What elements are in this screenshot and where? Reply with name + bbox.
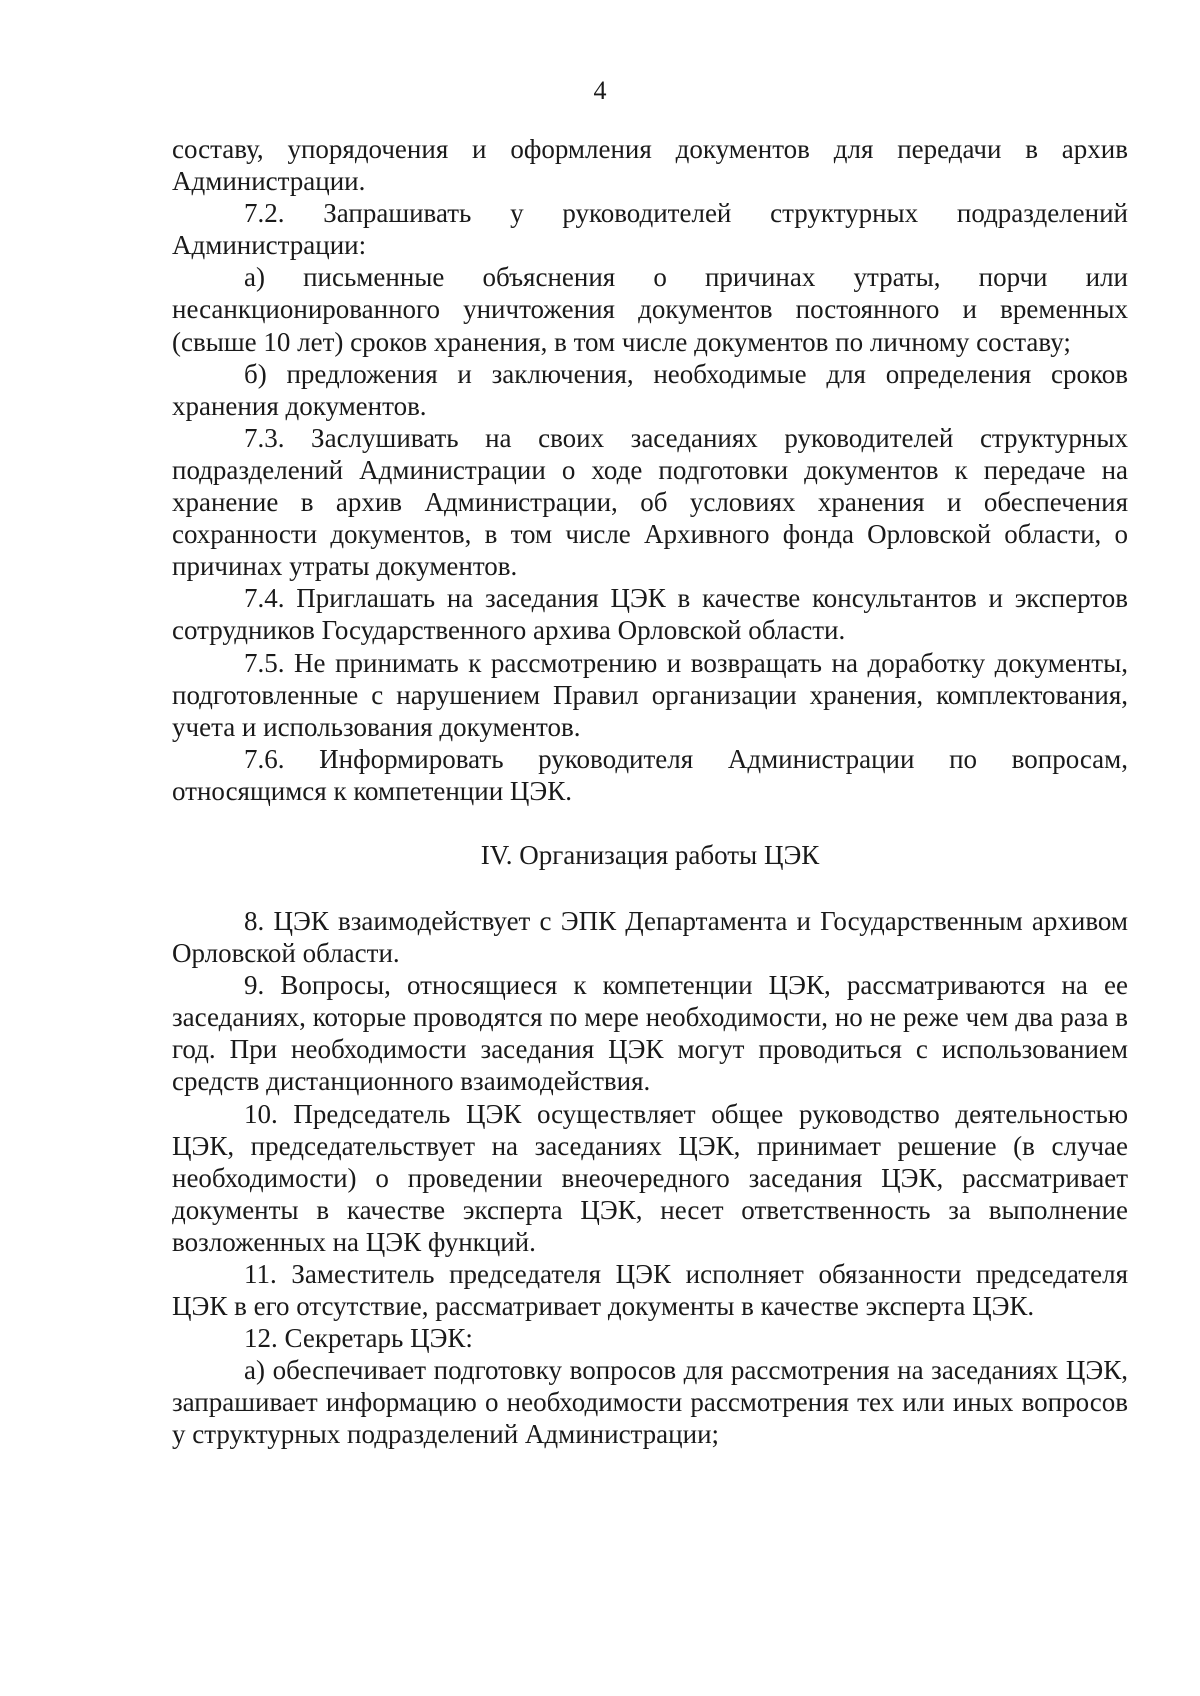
section-heading: IV. Организация работы ЦЭК bbox=[480, 839, 820, 870]
paragraph-continuation: составу, упорядочения и оформления документов для передачи в архив Администрации. bbox=[172, 134, 1128, 197]
document-body bbox=[172, 133, 1128, 1451]
paragraph-11: 11. Заместитель председателя ЦЭК исполняет обязанности председателя ЦЭК в его отсутствие, рассматривает документы в качестве эксперта ЦЭК. bbox=[172, 1259, 1128, 1322]
paragraph-7-4: 7.4. Приглашать на заседания ЦЭК в качестве консультантов и экспертов сотрудников Государственного архива Орловской области. bbox=[172, 583, 1128, 646]
paragraph-9: 9. Вопросы, относящиеся к компетенции ЦЭК, рассматриваются на ее заседаниях, которые проводятся по мере необходимости, но не реже чем два раза в год. При необходимости заседания ЦЭК могут проводиться с использованием средств дистанционного взаимодействия. bbox=[172, 970, 1128, 1097]
paragraph-7-2-b: б) предложения и заключения, необходимые для определения сроков хранения документов. bbox=[172, 358, 1128, 421]
paragraph-7-2: 7.2. Запрашивать у руководителей структурных подразделений Администрации: bbox=[172, 198, 1128, 261]
paragraph-12-a: а) обеспечивает подготовку вопросов для рассмотрения на заседаниях ЦЭК, запрашивает информацию о необходимости рассмотрения тех или иных вопросов у структурных подразделений Администрации; bbox=[172, 1355, 1128, 1450]
paragraph-7-3: 7.3. Заслушивать на своих заседаниях руководителей структурных подразделений Администрации о ходе подготовки документов к передаче на хранение в архив Администрации, об условиях хранения и обеспечения сохранности документов, в том числе Архивного фонда Орловской области, о причинах утраты документов. bbox=[172, 422, 1128, 582]
paragraph-8: 8. ЦЭК взаимодействует с ЭПК Департамента и Государственным архивом Орловской области. bbox=[172, 905, 1128, 969]
paragraph-7-2-a: а) письменные объяснения о причинах утраты, порчи или несанкционированного уничтожения документов постоянного и временных (свыше 10 лет) сроков хранения, в том числе документов по личному составу; bbox=[172, 262, 1128, 357]
paragraph-7-5: 7.5. Не принимать к рассмотрению и возвращать на доработку документы, подготовленные с нарушением Правил организации хранения, комплектования, учета и использования документов. bbox=[172, 647, 1128, 742]
paragraph-12: 12. Секретарь ЦЭК: bbox=[244, 1323, 473, 1354]
paragraph-10: 10. Председатель ЦЭК осуществляет общее руководство деятельностью ЦЭК, председательствует на заседаниях ЦЭК, принимает решение (в случае необходимости) о проведении внеочередного заседания ЦЭК, рассматривает документы в качестве эксперта ЦЭК, несет ответственность за выполнение возложенных на ЦЭК функций. bbox=[172, 1098, 1128, 1257]
page-number: 4 bbox=[593, 76, 607, 105]
paragraph-7-6: 7.6. Информировать руководителя Администрации по вопросам, относящимся к компетенции ЦЭК. bbox=[172, 743, 1128, 806]
